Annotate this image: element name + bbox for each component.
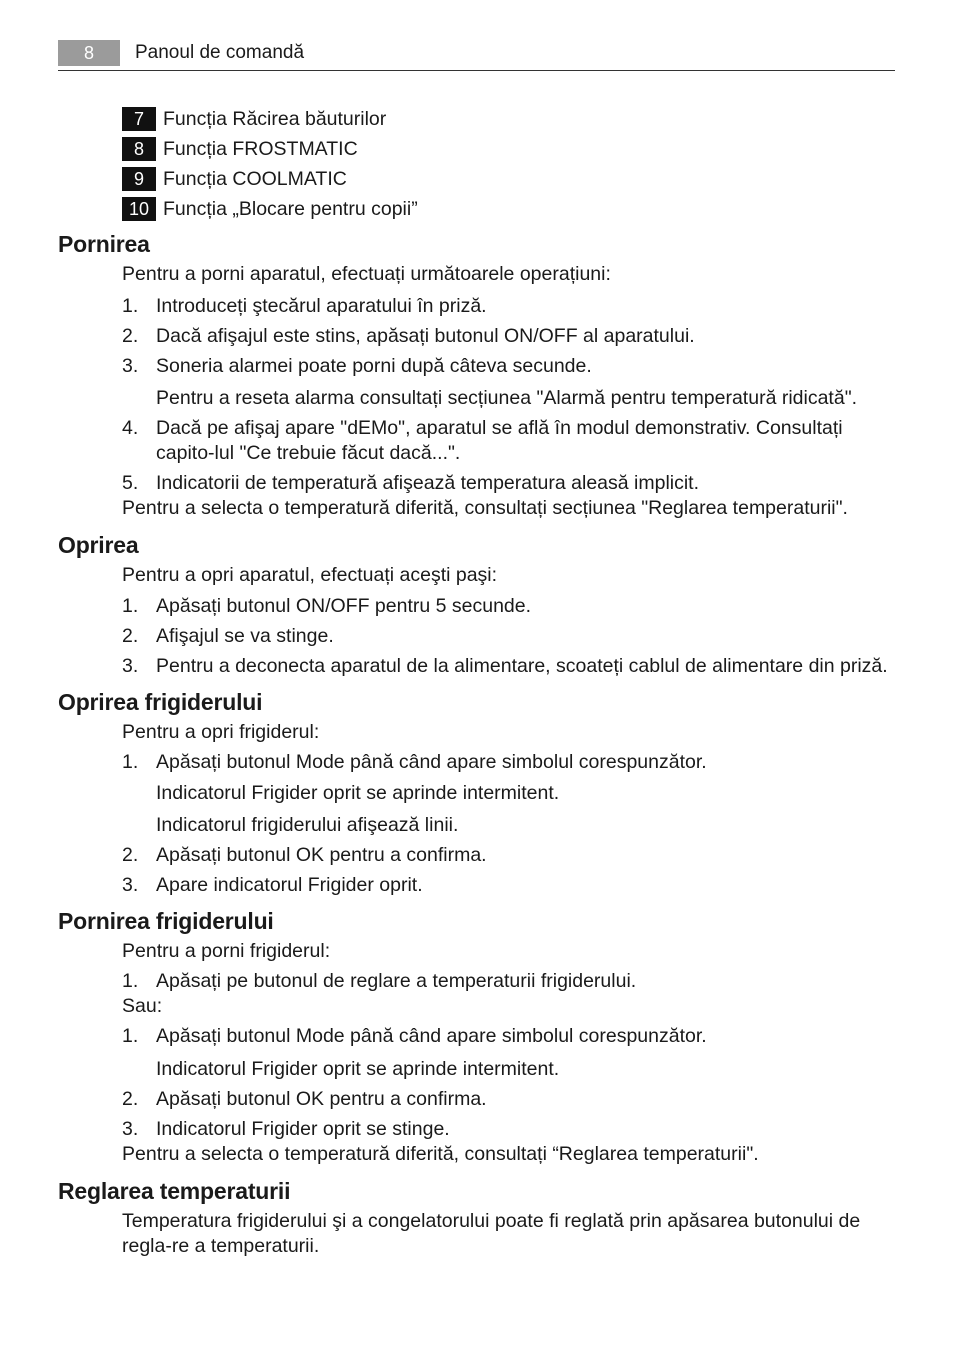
step-text: Dacă afişajul este stins, apăsați butonul ON/OFF al aparatului. [156,325,695,347]
step-text: Introduceți ştecărul aparatului în priză. [156,295,487,317]
step-note: Indicatorul frigiderului afişează linii. [156,814,459,836]
legend-number: 9 [122,167,156,191]
step-text: Apare indicatorul Frigider oprit. [156,874,423,896]
step-text: Soneria alarmei poate porni după câteva secunde. [156,355,592,377]
step-text: Afişajul se va stinge. [156,625,334,647]
step-note: Indicatorul Frigider oprit se aprinde intermitent. [156,782,560,804]
legend-label: Funcția Răcirea băuturilor [163,107,387,130]
step-item [122,354,898,386]
legend-item [122,134,418,164]
step-text: Apăsați butonul OK pentru a confirma. [156,1088,487,1110]
heading-pornirea-frigiderului: Pornirea frigiderului [58,908,274,934]
intro-text: Pentru a porni aparatul, efectuați următoarele operațiuni: [122,263,611,285]
legend-item [122,194,418,224]
step-number: 1. [122,751,139,773]
step-text: Indicatorii de temperatură afişează temperatura aleasă implicit. [156,472,700,494]
step-text: Apăsați butonul OK pentru a confirma. [156,844,487,866]
document-body [58,228,898,1259]
step-number: 2. [122,325,139,347]
step-item [122,750,898,781]
page-number: 8 [58,40,120,66]
step-text: Dacă pe afişaj apare "dEMo", aparatul se află în modul demonstrativ. Consultați capito-lul "Ce trebuie făcut dacă...". [156,417,843,464]
step-number: 1. [122,295,139,317]
step-number: 2. [122,1088,139,1110]
step-number: 3. [122,355,139,377]
step-number: 2. [122,844,139,866]
legend-number: 8 [122,137,156,161]
step-text: Apăsați butonul Mode până când apare simbolul corespunzător. [156,1025,707,1047]
legend-label: Funcția COOLMATIC [163,167,347,190]
step-item [122,873,898,905]
legend-label: Funcția „Blocare pentru copii” [163,197,418,220]
step-text: Indicatorul Frigider oprit se stinge. [156,1118,450,1140]
step-text: Pentru a deconecta aparatul de la alimentare, scoateți cablul de alimentare din priză. [156,655,888,677]
step-text: Apăsați pe butonul de reglare a temperaturii frigiderului. [156,970,637,992]
step-number: 5. [122,472,139,494]
legend-item [122,104,418,134]
step-item [122,1117,898,1142]
body-text: Temperatura frigiderului şi a congelatorului poate fi reglată prin apăsarea butonului de regla-re a temperaturii. [122,1210,861,1257]
step-item [122,294,898,324]
step-number: 2. [122,625,139,647]
outro-text: Pentru a selecta o temperatură diferită, consultați secțiunea "Reglarea temperaturii". [122,497,848,519]
legend-number: 7 [122,107,156,131]
page-header [58,40,895,71]
step-item [122,969,898,994]
step-text: Apăsați butonul Mode până când apare simbolul corespunzător. [156,751,707,773]
step-item [122,654,898,686]
step-number: 4. [122,417,139,439]
step-text: Apăsați butonul ON/OFF pentru 5 secunde. [156,595,532,617]
or-text: Sau: [122,995,163,1017]
step-number: 3. [122,1118,139,1140]
legend-number: 10 [122,197,156,221]
step-item [122,416,898,471]
step-number: 3. [122,874,139,896]
step-note: Indicatorul Frigider oprit se aprinde intermitent. [156,1058,560,1080]
step-item [122,324,898,354]
intro-text: Pentru a opri aparatul, efectuați aceşti paşi: [122,564,498,586]
step-note: Pentru a reseta alarma consultați secțiunea "Alarmă pentru temperatură ridicată". [156,387,858,409]
legend-item [122,164,418,194]
step-item [122,1024,898,1057]
heading-reglarea-temperaturii: Reglarea temperaturii [58,1178,291,1204]
heading-oprirea-frigiderului: Oprirea frigiderului [58,689,263,715]
step-item [122,843,898,873]
running-title: Panoul de comandă [135,42,305,63]
step-item [122,594,898,624]
step-item [122,471,898,496]
step-item [122,624,898,654]
intro-text: Pentru a opri frigiderul: [122,721,320,743]
function-legend [122,104,418,224]
outro-text: Pentru a selecta o temperatură diferită, consultați “Reglarea temperaturii". [122,1143,759,1165]
heading-pornirea: Pornirea [58,231,150,257]
intro-text: Pentru a porni frigiderul: [122,940,331,962]
heading-oprirea: Oprirea [58,532,139,558]
step-number: 3. [122,655,139,677]
legend-label: Funcția FROSTMATIC [163,137,358,160]
step-number: 1. [122,595,139,617]
step-number: 1. [122,1025,139,1047]
step-item [122,1087,898,1117]
step-number: 1. [122,970,139,992]
